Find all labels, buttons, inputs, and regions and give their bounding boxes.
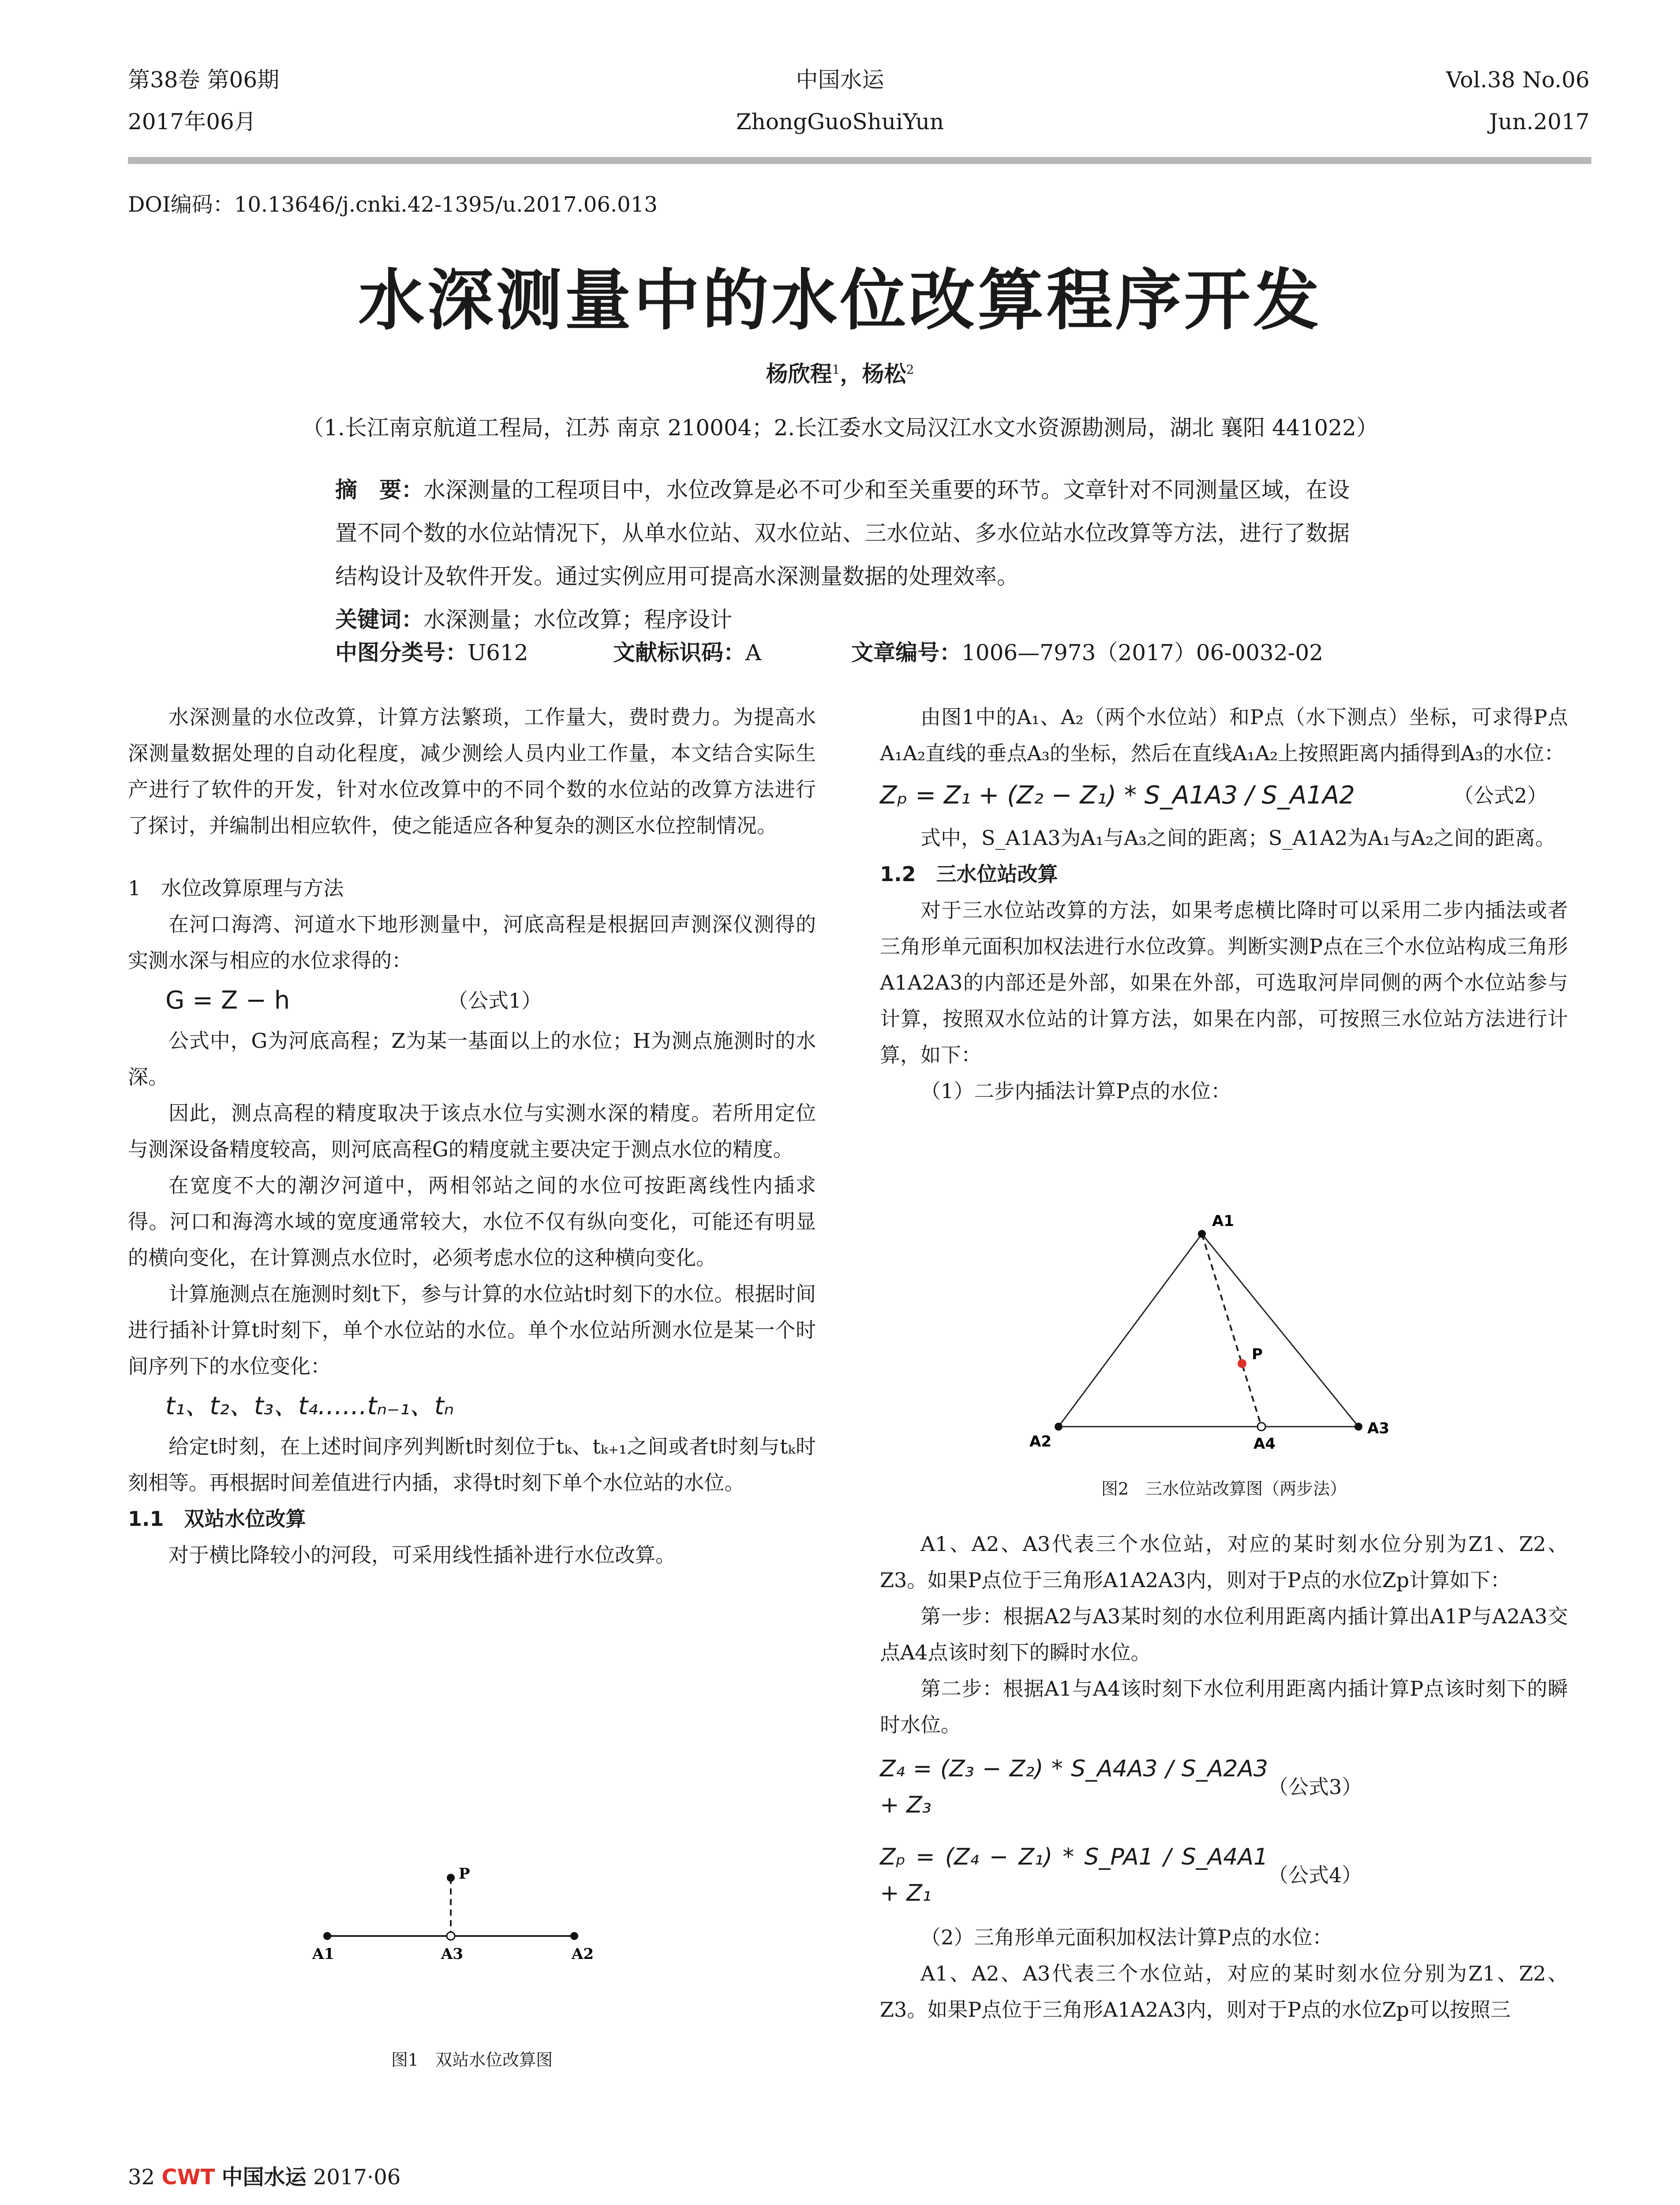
label-a3: A3	[441, 1945, 464, 1963]
paragraph: 第二步：根据A1与A4该时刻下水位利用距离内插计算P点该时刻下的瞬时水位。	[880, 1677, 1568, 1737]
paragraph: 公式中，G为河底高程；Z为某一基面以上的水位；H为测点施测时的水深。	[128, 1029, 816, 1089]
abstract-label: 摘 要：	[335, 477, 423, 503]
page-title: 水深测量中的水位改算程序开发	[358, 262, 1322, 339]
paragraph: 式中，S_A1A3为A₁与A₃之间的距离；S_A1A2为A₁与A₂之间的距离。	[920, 826, 1556, 850]
author-1-affil: 1	[832, 362, 840, 377]
journal-name-pinyin: ZhongGuoShuiYun	[736, 109, 944, 135]
figure-1-caption: 图1 双站水位改算图	[391, 2050, 553, 2070]
paragraph: A1、A2、A3代表三个水位站，对应的某时刻水位分别为Z1、Z2、Z3。如果P点位于三角形A1A2A3内，则对于P点的水位Zp可以按照三	[880, 1962, 1568, 2022]
paragraph: 计算施测点在施测时刻t下，参与计算的水位站t时刻下的水位。根据时间进行插补计算t时刻下，单个水位站的水位。单个水位站所测水位是某一个时间序列下的水位变化：	[128, 1282, 816, 1378]
author-2-affil: 2	[906, 362, 914, 377]
keywords-text: 水深测量；水位改算；程序设计	[423, 607, 732, 632]
formula-3-row	[880, 1743, 1568, 1831]
paragraph: 因此，测点高程的精度取决于该点水位与实测水深的精度。若所用定位与测深设备精度较高，则河底高程G的精度就主要决定于测点水位的精度。	[128, 1101, 816, 1161]
point-a4	[1257, 1423, 1265, 1431]
label-a1: A1	[312, 1945, 335, 1963]
art-label: 文章编号：	[851, 640, 962, 665]
formula-4: Zₚ = (Z₄ − Z₁) * S_PA1 / S_A4A1 + Z₁	[880, 1844, 1268, 1906]
point-p	[1238, 1359, 1246, 1368]
page-number: 32	[128, 2165, 155, 2190]
header-rule	[128, 157, 1591, 164]
formula-4-row	[880, 1831, 1568, 1919]
point-a2	[1055, 1423, 1063, 1431]
date-en: Jun.2017	[1489, 109, 1590, 135]
art-group	[851, 635, 1323, 667]
point-a1	[323, 1932, 331, 1940]
right-column	[880, 699, 1568, 1109]
label-a2: A2	[1029, 1433, 1051, 1450]
paragraph: 在宽度不大的潮汐河道中，两相邻站之间的水位可按距离线性内插求得。河口和海湾水域的宽度通常较大，水位不仅有纵向变化，可能还有明显的横向变化，在计算测点水位时，必须考虑水位的这种横向变化。	[128, 1174, 816, 1270]
footer-date: 2017·06	[313, 2165, 401, 2190]
paragraph: A1、A2、A3代表三个水位站，对应的某时刻水位分别为Z1、Z2、Z3。如果P点位于三角形A1A2A3内，则对于P点的水位Zp计算如下：	[880, 1532, 1568, 1592]
author-sep: ，	[840, 361, 862, 387]
time-sequence: t₁、t₂、t₃、t₄……tₙ₋₁、tₙ	[165, 1392, 454, 1420]
paragraph: （2）三角形单元面积加权法计算P点的水位：	[920, 1925, 1333, 1949]
formula-1: G = Z − h	[165, 986, 290, 1015]
paragraph: 对于三水位站改算的方法，如果考虑横比降时可以采用二步内插法或者三角形单元面积加权法进行水位改算。判断实测P点在三个水位站构成三角形A1A2A3的内部还是外部，如果在外部，可选取河岸同侧的两个水位站参与计算，按照双水位站的计算方法，如果在内部，可按照三水位站方法进行计算，如下：	[880, 898, 1568, 1067]
line-a1-a4	[1202, 1234, 1261, 1427]
figure-2-caption: 图2 三水位站改算图（两步法）	[1101, 1479, 1347, 1499]
line-a1-a3	[1202, 1234, 1358, 1427]
abstract-body	[335, 468, 1367, 598]
doc-label: 文献标识码：	[613, 640, 745, 665]
cls-value: U612	[468, 640, 528, 665]
footer-journal: 中国水运	[221, 2165, 307, 2190]
paragraph: 由图1中的A₁、A₂（两个水位站）和P点（水下测点）坐标，可求得P点A₁A₂直线的垂点A₃的坐标，然后在直线A₁A₂上按照距离内插得到A₃的水位：	[880, 705, 1568, 765]
paragraph: 对于横比降较小的河段，可采用线性插补进行水位改算。	[168, 1543, 676, 1567]
classification-line	[335, 635, 1323, 667]
volume-issue-en: Vol.38 No.06	[1446, 67, 1590, 93]
left-column	[128, 699, 816, 1573]
formula-1-label: （公式1）	[448, 989, 542, 1013]
line-a1-a2	[1059, 1234, 1202, 1427]
formula-2-row	[880, 771, 1568, 820]
right-column-lower	[880, 1526, 1568, 2028]
section-heading-1-2: 1.2 三水位站改算	[880, 862, 1058, 886]
keywords-label: 关键词：	[335, 607, 423, 632]
formula-4-label: （公式4）	[1268, 1863, 1362, 1887]
cls-group	[335, 635, 613, 667]
formula-2: Zₚ = Z₁ + (Z₂ − Z₁) * S_A1A3 / S_A1A2	[880, 781, 1355, 810]
doc-group	[613, 635, 851, 667]
page-footer	[128, 2160, 400, 2190]
art-value: 1006—7973（2017）06-0032-02	[962, 640, 1324, 665]
authors	[0, 356, 1680, 388]
affiliation: （1.长江南京航道工程局，江苏 南京 210004；2.长江委水文局汉江水文水资源勘测局，湖北 襄阳 441022）	[302, 415, 1378, 441]
point-a1	[1198, 1230, 1206, 1238]
paragraph: 给定t时刻，在上述时间序列判断t时刻位于tₖ、tₖ₊₁之间或者t时刻与tₖ时刻相等。再根据时间差值进行内插，求得t时刻下单个水位站的水位。	[128, 1435, 816, 1495]
label-a3: A3	[1367, 1420, 1389, 1437]
point-p	[447, 1874, 455, 1882]
doc-value: A	[745, 640, 762, 665]
paragraph: （1）二步内插法计算P点的水位：	[920, 1079, 1231, 1103]
label-a1: A1	[1212, 1212, 1234, 1230]
section-heading-1: 1 水位改算原理与方法	[128, 876, 344, 900]
label-p: P	[1252, 1345, 1263, 1363]
figure-1-diagram	[265, 1865, 644, 1998]
author-2: 杨松	[862, 361, 906, 387]
point-a2	[570, 1932, 578, 1940]
formula-3-label: （公式3）	[1268, 1775, 1362, 1799]
paragraph: 在河口海湾、河道水下地形测量中，河底高程是根据回声测深仪测得的实测水深与相应的水位求得的：	[128, 912, 816, 972]
date-cn: 2017年06月	[128, 109, 256, 135]
formula-2-label: （公式2）	[1453, 784, 1548, 807]
formula-3: Z₄ = (Z₃ − Z₂) * S_A4A3 / S_A2A3 + Z₃	[880, 1756, 1268, 1818]
volume-issue-cn: 第38卷 第06期	[128, 67, 280, 93]
label-a4: A4	[1253, 1435, 1276, 1451]
abstract	[335, 468, 1367, 641]
point-a3	[1354, 1423, 1362, 1431]
paragraph: 水深测量的水位改算，计算方法繁琐，工作量大，费时费力。为提高水深测量数据处理的自动化程度，减少测绘人员内业工作量，本文结合实际生产进行了软件的开发，针对水位改算中的不同个数的水位站的改算方法进行了探讨，并编制出相应软件，使之能适应各种复杂的测区水位控制情况。	[128, 705, 816, 837]
label-p: P	[459, 1865, 470, 1883]
doi: DOI编码：10.13646/j.cnki.42-1395/u.2017.06.013	[128, 192, 658, 217]
label-a2: A2	[572, 1945, 594, 1963]
cwt-logo: CWT	[161, 2165, 215, 2190]
author-1: 杨欣程	[766, 361, 832, 387]
cls-label: 中图分类号：	[335, 640, 468, 665]
journal-name-cn: 中国水运	[796, 67, 884, 93]
paragraph: 第一步：根据A2与A3某时刻的水位利用距离内插计算出A1P与A2A3交点A4点该时刻下的瞬时水位。	[880, 1604, 1568, 1664]
formula-1-row	[128, 979, 816, 1023]
section-heading-1-1: 1.1 双站水位改算	[128, 1507, 306, 1531]
point-a3	[447, 1932, 455, 1940]
abstract-text: 水深测量的工程项目中，水位改算是必不可少和至关重要的环节。文章针对不同测量区域，在设置不同个数的水位站情况下，从单水位站、双水位站、三水位站、多水位站水位改算等方法，进行了数据结构设计及软件开发。通过实例应用可提高水深测量数据的处理效率。	[335, 477, 1350, 589]
figure-2-diagram	[1014, 1204, 1411, 1451]
